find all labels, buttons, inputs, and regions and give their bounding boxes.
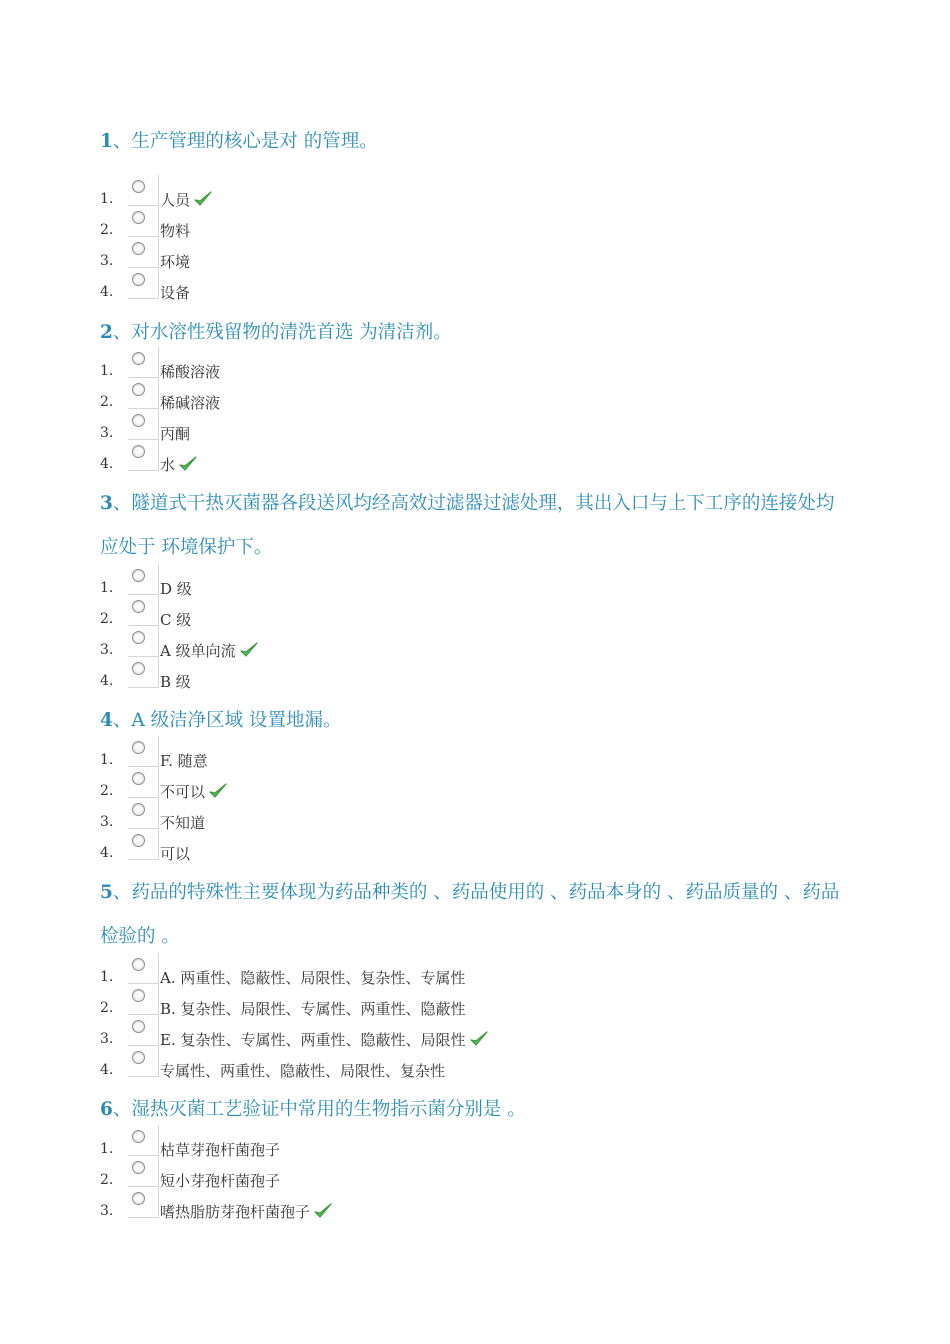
option-label	[160, 282, 190, 303]
radio-cell	[128, 1125, 159, 1156]
option-row	[100, 386, 840, 417]
option-row	[100, 961, 840, 992]
question-number: 5	[100, 882, 113, 903]
option-row	[100, 992, 840, 1023]
option-label	[160, 609, 191, 630]
radio-cell	[128, 175, 159, 206]
question-number: 1	[100, 131, 113, 152]
option-label-text: 枯草芽孢杆菌孢子	[160, 1141, 281, 1159]
check-icon	[313, 1202, 333, 1220]
radio-icon[interactable]	[132, 383, 145, 396]
option-row	[100, 603, 840, 634]
radio-icon[interactable]	[132, 989, 145, 1002]
check-icon	[208, 782, 228, 800]
option-row	[100, 837, 840, 868]
option-label-text: C 级	[160, 611, 192, 629]
question-text: 、A 级洁净区域 设置地漏。	[112, 710, 342, 731]
option-number: 3.	[100, 253, 114, 269]
radio-cell	[128, 595, 159, 626]
radio-cell	[128, 626, 159, 657]
radio-icon[interactable]	[132, 600, 145, 613]
option-label	[160, 1029, 489, 1050]
option-number: 2.	[100, 222, 114, 238]
radio-cell	[128, 657, 159, 688]
check-icon	[193, 190, 213, 208]
option-row	[100, 214, 840, 245]
question-text: 、对水溶性残留物的清洗首选 为清洁剂。	[112, 322, 452, 343]
option-label	[160, 578, 192, 599]
radio-icon[interactable]	[132, 631, 145, 644]
radio-icon[interactable]	[132, 662, 145, 675]
radio-cell	[128, 1046, 159, 1077]
option-label	[160, 189, 213, 210]
radio-cell	[128, 440, 159, 471]
option-number: 3.	[100, 1203, 114, 1219]
option-number: 1.	[100, 580, 114, 596]
option-number: 2.	[100, 611, 114, 627]
option-row	[100, 355, 840, 386]
question-text: 、隧道式干热灭菌器各段送风均经高效过滤器过滤处理，其出入口与上下工序的连接处均应处于 环境保护下。	[100, 493, 835, 558]
option-label-text: E. 复杂性、专属性、两重性、隐蔽性、局限性	[160, 1031, 466, 1049]
question-3	[100, 482, 845, 570]
radio-cell	[128, 206, 159, 237]
question-text: 、湿热灭菌工艺验证中常用的生物指示菌分别是 。	[112, 1099, 526, 1120]
radio-icon[interactable]	[132, 180, 145, 193]
question-number: 6	[100, 1099, 113, 1120]
radio-cell	[128, 829, 159, 860]
option-label	[160, 967, 465, 988]
radio-cell	[128, 237, 159, 268]
option-label-text: 物料	[160, 222, 191, 240]
option-label	[160, 251, 190, 272]
option-number: 4.	[100, 284, 114, 300]
option-label-text: 设备	[160, 284, 191, 302]
question-5	[100, 871, 845, 959]
option-label-text: 不可以	[160, 783, 206, 801]
question-text: 、药品的特殊性主要体现为药品种类的 、药品使用的 、药品本身的 、药品质量的 、药品检验的 。	[100, 882, 840, 947]
radio-cell	[128, 798, 159, 829]
option-row	[100, 1054, 840, 1085]
radio-icon[interactable]	[132, 1192, 145, 1205]
option-label	[160, 750, 208, 771]
option-label-text: 稀酸溶液	[160, 363, 221, 381]
question-6	[100, 1088, 845, 1132]
option-row	[100, 1023, 840, 1054]
option-number: 4.	[100, 1062, 114, 1078]
option-row	[100, 448, 840, 479]
option-label-text: 环境	[160, 253, 191, 271]
check-icon	[178, 455, 198, 473]
option-row	[100, 183, 840, 214]
option-label-text: B 级	[160, 673, 191, 691]
option-label-text: 水	[160, 456, 176, 474]
option-label	[160, 781, 228, 802]
option-row	[100, 572, 840, 603]
option-row	[100, 1133, 840, 1164]
radio-cell	[128, 378, 159, 409]
option-row	[100, 245, 840, 276]
radio-icon[interactable]	[132, 834, 145, 847]
option-row	[100, 1164, 840, 1195]
option-number: 1.	[100, 191, 114, 207]
option-number: 4.	[100, 673, 114, 689]
option-number: 2.	[100, 394, 114, 410]
option-row	[100, 276, 840, 307]
radio-icon[interactable]	[132, 211, 145, 224]
option-label-text: D 级	[160, 580, 192, 598]
option-label-text: B. 复杂性、局限性、专属性、两重性、隐蔽性	[160, 1000, 466, 1018]
question-1	[100, 120, 845, 164]
radio-cell	[128, 268, 159, 299]
option-label	[160, 1139, 280, 1160]
option-label	[160, 671, 191, 692]
radio-icon[interactable]	[132, 445, 145, 458]
question-text: 、生产管理的核心是对 的管理。	[112, 131, 378, 152]
radio-icon[interactable]	[132, 1051, 145, 1064]
option-label-text: 短小芽孢杆菌孢子	[160, 1172, 281, 1190]
option-number: 2.	[100, 1000, 114, 1016]
radio-icon[interactable]	[132, 741, 145, 754]
option-label	[160, 392, 220, 413]
option-label	[160, 1060, 445, 1081]
option-row	[100, 634, 840, 665]
radio-cell	[128, 564, 159, 595]
question-2	[100, 311, 845, 355]
option-label-text: A 级单向流	[160, 642, 236, 660]
question-4	[100, 699, 845, 743]
option-number: 3.	[100, 425, 114, 441]
option-number: 3.	[100, 1031, 114, 1047]
option-number: 4.	[100, 845, 114, 861]
option-number: 1.	[100, 969, 114, 985]
question-number: 3	[100, 493, 113, 514]
option-label	[160, 220, 190, 241]
radio-cell	[128, 1015, 159, 1046]
radio-icon[interactable]	[132, 414, 145, 427]
radio-icon[interactable]	[132, 958, 145, 971]
check-icon	[469, 1030, 489, 1048]
option-label	[160, 454, 198, 475]
option-label	[160, 843, 190, 864]
option-row	[100, 744, 840, 775]
option-number: 2.	[100, 1172, 114, 1188]
option-label	[160, 1170, 280, 1191]
radio-cell	[128, 984, 159, 1015]
radio-icon[interactable]	[132, 1130, 145, 1143]
question-number: 4	[100, 710, 113, 731]
option-label-text: 丙酮	[160, 425, 191, 443]
option-label	[160, 812, 205, 833]
option-label	[160, 423, 190, 444]
radio-icon[interactable]	[132, 273, 145, 286]
option-row	[100, 417, 840, 448]
radio-icon[interactable]	[132, 569, 145, 582]
option-label-text: A. 两重性、隐蔽性、局限性、复杂性、专属性	[160, 969, 466, 987]
option-label-text: 专属性、两重性、隐蔽性、局限性、复杂性	[160, 1062, 446, 1080]
option-number: 1.	[100, 363, 114, 379]
option-label-text: 不知道	[160, 814, 206, 832]
radio-icon[interactable]	[132, 352, 145, 365]
option-label	[160, 1201, 333, 1222]
radio-cell	[128, 953, 159, 984]
option-label	[160, 361, 220, 382]
question-number: 2	[100, 322, 113, 343]
option-row	[100, 806, 840, 837]
radio-cell	[128, 767, 159, 798]
check-icon	[239, 641, 259, 659]
option-label-text: 稀碱溶液	[160, 394, 221, 412]
option-label-text: 人员	[160, 191, 191, 209]
option-number: 3.	[100, 814, 114, 830]
option-label-text: 嗜热脂肪芽孢杆菌孢子	[160, 1203, 311, 1221]
radio-icon[interactable]	[132, 803, 145, 816]
option-number: 1.	[100, 1141, 114, 1157]
radio-cell	[128, 1156, 159, 1187]
radio-icon[interactable]	[132, 1020, 145, 1033]
option-number: 1.	[100, 752, 114, 768]
option-number: 3.	[100, 642, 114, 658]
radio-cell	[128, 409, 159, 440]
option-label	[160, 998, 466, 1019]
option-label-text: 可以	[160, 845, 191, 863]
option-row	[100, 665, 840, 696]
radio-icon[interactable]	[132, 1161, 145, 1174]
option-label-text: F. 随意	[160, 752, 208, 770]
option-number: 4.	[100, 456, 114, 472]
option-row	[100, 775, 840, 806]
option-row	[100, 1195, 840, 1226]
radio-cell	[128, 1187, 159, 1218]
radio-icon[interactable]	[132, 772, 145, 785]
option-label	[160, 640, 259, 661]
option-number: 2.	[100, 783, 114, 799]
radio-cell	[128, 347, 159, 378]
radio-cell	[128, 736, 159, 767]
radio-icon[interactable]	[132, 242, 145, 255]
